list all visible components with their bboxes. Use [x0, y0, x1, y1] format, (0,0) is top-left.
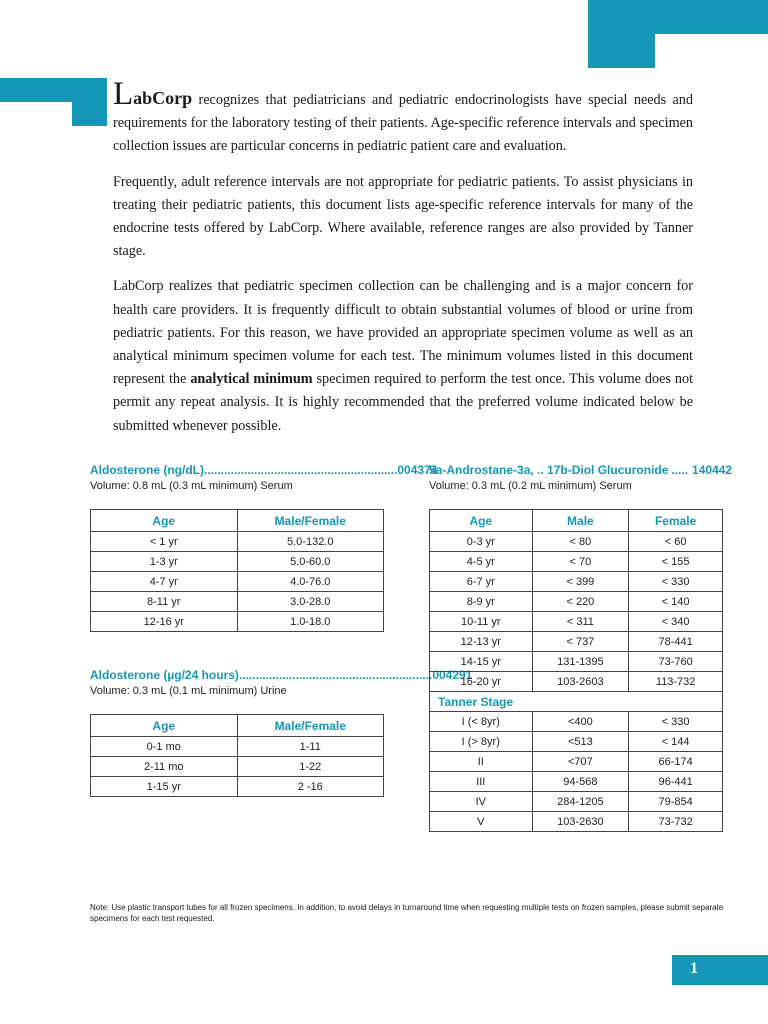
test-name: Aldosterone (µg/24 hours)	[90, 668, 239, 682]
table-cell: 0-1 mo	[91, 737, 238, 757]
column-header: Male	[532, 510, 629, 532]
table-row	[91, 757, 384, 777]
table-cell: 79-854	[629, 792, 723, 812]
table-cell: 14-15 yr	[430, 652, 533, 672]
table-row	[91, 777, 384, 797]
section-title	[90, 667, 473, 683]
decor-block-left-lower	[72, 102, 107, 126]
aldosterone-serum-section	[90, 462, 438, 632]
table-cell: I (< 8yr)	[430, 712, 533, 732]
table-cell: 12-13 yr	[430, 632, 533, 652]
table-cell: 1.0-18.0	[237, 612, 384, 632]
table-cell: 8-9 yr	[430, 592, 533, 612]
table-row	[430, 672, 723, 692]
table-row	[91, 532, 384, 552]
table-row	[430, 632, 723, 652]
table-cell: < 144	[629, 732, 723, 752]
table-cell: < 1 yr	[91, 532, 238, 552]
table-cell: < 340	[629, 612, 723, 632]
table-cell: 96-441	[629, 772, 723, 792]
table-cell: 0-3 yr	[430, 532, 533, 552]
table-cell: 5.0-132.0	[237, 532, 384, 552]
table-cell: 103-2630	[532, 812, 629, 832]
table-cell: 5.0-60.0	[237, 552, 384, 572]
table-cell: 1-22	[237, 757, 384, 777]
table-cell: <707	[532, 752, 629, 772]
table-row	[430, 592, 723, 612]
column-header: Female	[629, 510, 723, 532]
table-cell: 66-174	[629, 752, 723, 772]
test-code: 004374	[397, 463, 438, 477]
table-cell: IV	[430, 792, 533, 812]
table-cell: <513	[532, 732, 629, 752]
decor-block-top-right	[588, 0, 768, 34]
table-cell: 1-15 yr	[91, 777, 238, 797]
table-row	[430, 752, 723, 772]
table-cell: 131-1395	[532, 652, 629, 672]
tanner-stage-label: Tanner Stage	[430, 692, 723, 712]
table-row	[430, 712, 723, 732]
tanner-stage-row	[430, 692, 723, 712]
section-title	[429, 462, 733, 478]
test-name: Aldosterone (ng/dL)	[90, 463, 204, 477]
table-cell: 1-3 yr	[91, 552, 238, 572]
table-cell: 6-7 yr	[430, 572, 533, 592]
table-cell: 113-732	[629, 672, 723, 692]
table-cell: 2 -16	[237, 777, 384, 797]
table-cell: 4.0-76.0	[237, 572, 384, 592]
table-cell: < 80	[532, 532, 629, 552]
specimen-volume: Volume: 0.3 mL (0.2 mL minimum) Serum	[429, 480, 632, 492]
aldosterone-serum-table	[90, 509, 384, 632]
intro-paragraph-3-text-a: LabCorp realizes that pediatric specimen collection can be challenging and is a major concern for health care providers. It is frequently difficult to obtain substantial volumes of blood or urine from pediatric patients. For this reason, we have provided an appropriate specimen volume as well as an analytical minimum specimen volume for each test. The minimum volumes listed in this document represent the	[113, 278, 693, 388]
column-header: Male/Female	[237, 510, 384, 532]
page-number-tab	[672, 955, 768, 985]
table-cell: < 330	[629, 712, 723, 732]
table-cell: < 399	[532, 572, 629, 592]
table-cell: < 70	[532, 552, 629, 572]
dot-leader: ..........................................................	[204, 463, 398, 477]
table-row	[430, 772, 723, 792]
table-row	[430, 652, 723, 672]
table-cell: 78-441	[629, 632, 723, 652]
table-cell: 103-2603	[532, 672, 629, 692]
table-row	[91, 552, 384, 572]
table-cell: 16-20 yr	[430, 672, 533, 692]
aldosterone-urine-section	[90, 667, 473, 797]
intro-paragraph-3	[113, 275, 693, 437]
table-row	[430, 732, 723, 752]
table-cell: < 220	[532, 592, 629, 612]
table-cell: 4-7 yr	[91, 572, 238, 592]
table-cell: I (> 8yr)	[430, 732, 533, 752]
footnote: Note: Use plastic transport tubes for all frozen specimens. In addition, to avoid delays in turnaround time when requesting multiple tests on frozen samples, please submit separate specimens for each test requested.	[90, 903, 724, 923]
androstane-section	[429, 462, 733, 832]
specimen-volume: Volume: 0.8 mL (0.3 mL minimum) Serum	[90, 480, 293, 492]
intro-paragraph-2: Frequently, adult reference intervals are not appropriate for pediatric patients. To assist physicians in treating their pediatric patients, this document lists age-specific reference intervals for many of the endocrine tests offered by LabCorp. Where available, reference ranges are also provided by Tanner stage.	[113, 173, 693, 260]
table-row	[91, 592, 384, 612]
table-header-row	[91, 510, 384, 532]
analytical-minimum-emphasis: analytical minimum	[190, 371, 313, 388]
dot-leader: .....	[671, 463, 689, 477]
table-cell: < 737	[532, 632, 629, 652]
table-cell: II	[430, 752, 533, 772]
intro-text	[113, 76, 694, 450]
section-title	[90, 462, 438, 478]
table-cell: V	[430, 812, 533, 832]
table-row	[91, 612, 384, 632]
table-cell: 4-5 yr	[430, 552, 533, 572]
decor-block-left	[0, 78, 107, 102]
aldosterone-urine-table	[90, 714, 384, 797]
table-cell: < 140	[629, 592, 723, 612]
intro-paragraph-1	[113, 76, 693, 159]
androstane-table	[429, 509, 723, 832]
page-number: 1	[690, 960, 698, 977]
specimen-volume: Volume: 0.3 mL (0.1 mL minimum) Urine	[90, 685, 287, 697]
table-cell: <400	[532, 712, 629, 732]
table-cell: 10-11 yr	[430, 612, 533, 632]
table-cell: 73-760	[629, 652, 723, 672]
table-row	[430, 532, 723, 552]
intro-paragraph-1-text: recognizes that pediatricians and pediatric endocrinologists have special needs and requirements for the laboratory testing of their patients. Age-specific reference intervals and specimen collection issues are particular concerns in pediatric patient care and evaluation.	[113, 92, 693, 155]
test-name: 5a-Androstane-3a, .. 17b-Diol Glucuronide	[429, 463, 669, 477]
table-row	[430, 552, 723, 572]
table-cell: 1-11	[237, 737, 384, 757]
table-row	[91, 737, 384, 757]
column-header: Male/Female	[237, 715, 384, 737]
table-cell: 94-568	[532, 772, 629, 792]
table-row	[430, 812, 723, 832]
table-cell: III	[430, 772, 533, 792]
table-row	[430, 572, 723, 592]
table-row	[430, 612, 723, 632]
table-cell: 73-732	[629, 812, 723, 832]
table-row	[430, 792, 723, 812]
decor-block-top-right-lower	[588, 34, 655, 68]
column-header: Age	[91, 510, 238, 532]
table-cell: < 311	[532, 612, 629, 632]
table-cell: < 330	[629, 572, 723, 592]
table-header-row	[430, 510, 723, 532]
column-header: Age	[91, 715, 238, 737]
test-code: 004291	[432, 668, 473, 682]
test-code: 140442	[692, 463, 733, 477]
table-cell: < 155	[629, 552, 723, 572]
table-row	[91, 572, 384, 592]
table-cell: 12-16 yr	[91, 612, 238, 632]
table-cell: 3.0-28.0	[237, 592, 384, 612]
dot-leader: ..........................................................	[238, 668, 433, 682]
table-header-row	[91, 715, 384, 737]
table-cell: 2-11 mo	[91, 757, 238, 777]
column-header: Age	[430, 510, 533, 532]
table-cell: 8-11 yr	[91, 592, 238, 612]
brand-initial: L	[113, 76, 134, 112]
table-cell: < 60	[629, 532, 723, 552]
brand-name: abCorp	[133, 88, 193, 108]
intro-paragraph-3-text-b: specimen required to perform the test once. This volume does not permit any repeat analysis. It is highly recommended that the preferred volume indicated below be submitted whenever possible.	[113, 371, 694, 434]
table-cell: 284-1205	[532, 792, 629, 812]
